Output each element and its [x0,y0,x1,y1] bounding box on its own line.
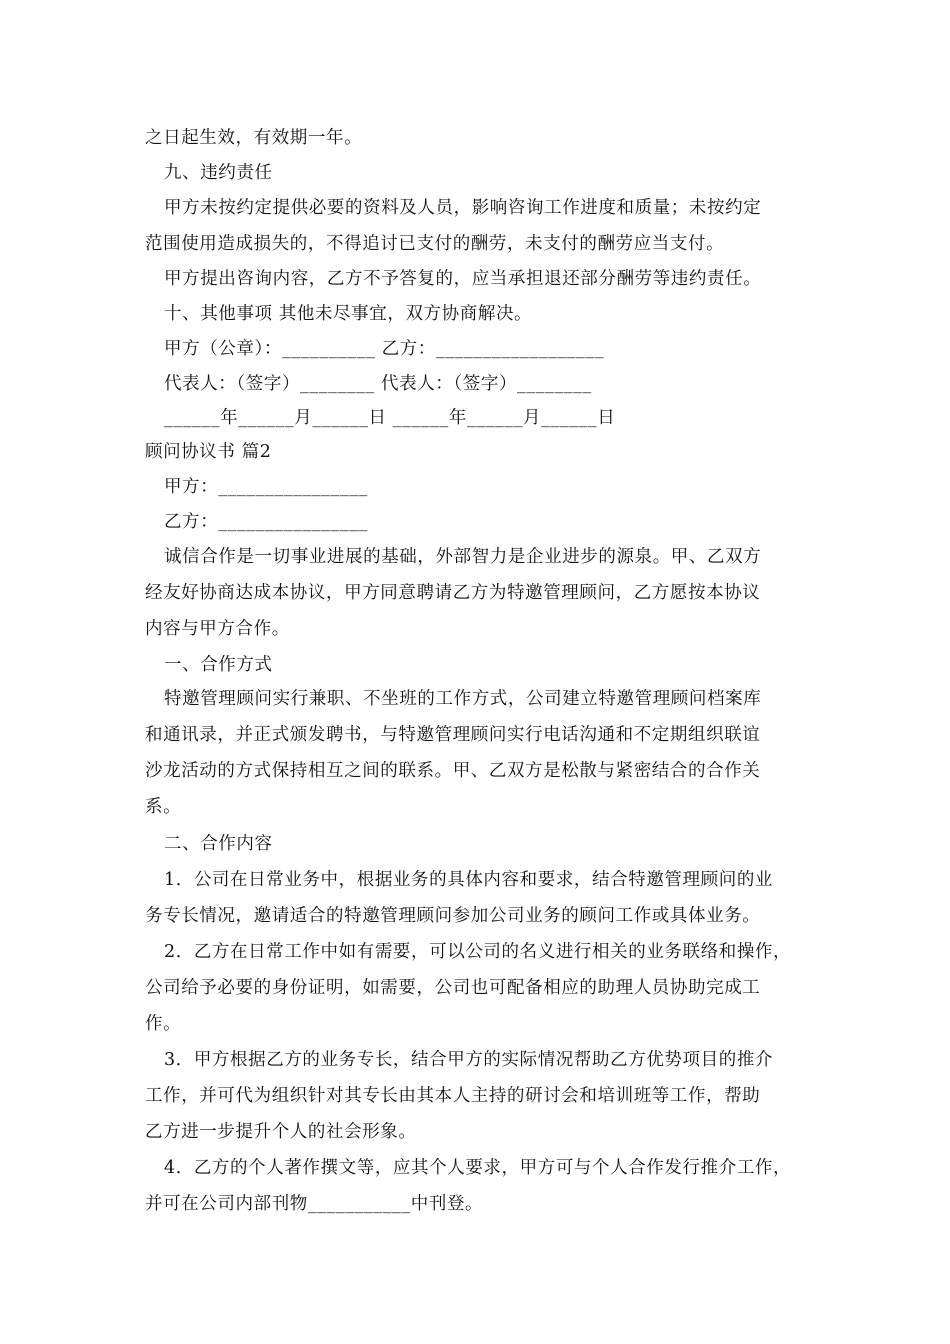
list-item-line: 工作，并可代为组织针对其专长由其本人主持的研讨会和培训班等工作，帮助 [145,1086,761,1106]
date-line: ______年______月______日 ______年______月______日 [164,408,616,428]
list-item-line: 公司给予必要的身份证明，如需要，公司也可配备相应的助理人员协助完成工 [145,978,761,998]
paragraph-line: 甲方未按约定提供必要的资料及人员，影响咨询工作进度和质量；未按约定 [164,198,762,218]
paragraph-line: 范围使用造成损失的，不得追讨已支付的酬劳，未支付的酬劳应当支付。 [145,234,725,254]
signature-line: 甲方（公章）：__________ 乙方：__________________ [164,339,605,359]
list-item-line: 2．乙方在日常工作中如有需要，可以公司的名义进行相关的业务联络和操作， [164,942,792,962]
paragraph-line: 诚信合作是一切事业进展的基础，外部智力是企业进步的源泉。甲、乙双方 [164,547,762,567]
document-title: 顾问协议书 篇2 [145,442,272,462]
section-heading: 一、合作方式 [164,655,273,675]
list-item-line: 作。 [145,1014,182,1034]
paragraph-line: 甲方提出咨询内容，乙方不予答复的，应当承担退还部分酬劳等违约责任。 [164,269,762,289]
list-item-line: 并可在公司内部刊物___________中刊登。 [145,1194,484,1214]
section-heading: 九、违约责任 [164,163,273,183]
party-a-line: 甲方：________________ [164,477,368,497]
signature-line: 代表人：（签字）________ 代表人：（签字）________ [164,374,592,394]
section-heading: 二、合作内容 [164,834,273,854]
list-item-line: 3．甲方根据乙方的业务专长，结合甲方的实际情况帮助乙方优势项目的推介 [164,1050,774,1070]
list-item-line: 4．乙方的个人著作撰文等，应其个人要求，甲方可与个人合作发行推介工作， [164,1158,792,1178]
list-item-line: 乙方进一步提升个人的社会形象。 [145,1122,417,1142]
paragraph-line: 之日起生效，有效期一年。 [145,128,363,148]
party-b-line: 乙方：________________ [164,512,368,532]
paragraph-line: 系。 [145,797,182,817]
paragraph-line: 经友好协商达成本协议，甲方同意聘请乙方为特邀管理顾问，乙方愿按本协议 [145,583,761,603]
paragraph-line: 内容与甲方合作。 [145,619,290,639]
paragraph-line: 沙龙活动的方式保持相互之间的联系。甲、乙双方是松散与紧密结合的合作关 [145,761,761,781]
list-item-line: 1．公司在日常业务中，根据业务的具体内容和要求，结合特邀管理顾问的业 [164,870,774,890]
paragraph-line: 特邀管理顾问实行兼职、不坐班的工作方式，公司建立特邀管理顾问档案库 [164,689,762,709]
list-item-line: 务专长情况，邀请适合的特邀管理顾问参加公司业务的顾问工作或具体业务。 [145,906,761,926]
paragraph-line: 和通讯录，并正式颁发聘书，与特邀管理顾问实行电话沟通和不定期组织联谊 [145,725,761,745]
section-heading: 十、其他事项 其他未尽事宜，双方协商解决。 [164,304,533,324]
